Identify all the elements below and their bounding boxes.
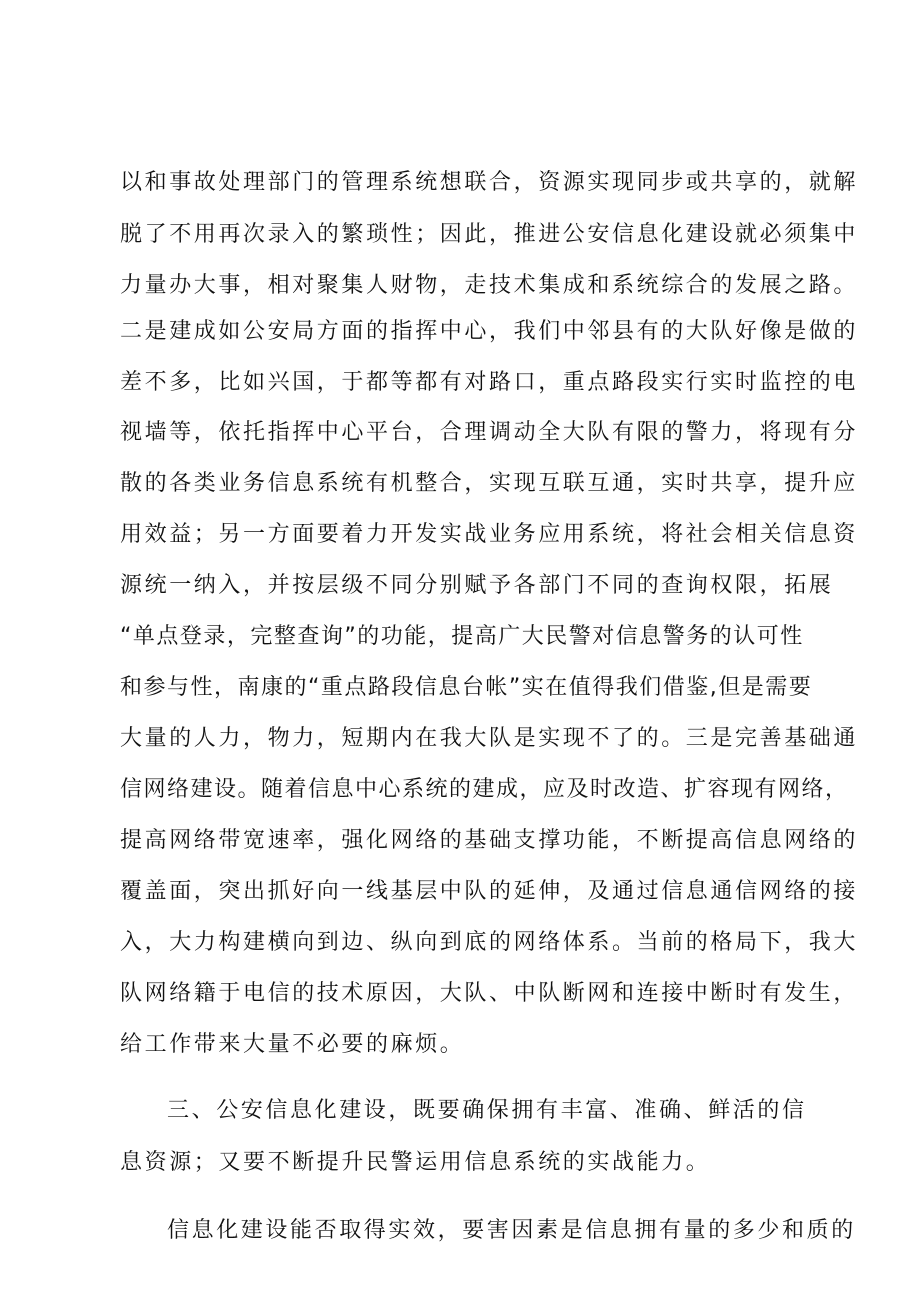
body-text-line: 源统一纳入，并按层级不同分别赋予各部门不同的查询权限，拓展 [120, 573, 834, 598]
section-heading-line: 息资源；又要不断提升民警运用信息系统的实战能力。 [120, 1150, 711, 1175]
body-text-line: 大量的人力，物力，短期内在我大队是实现不了的。三是完善基础通 [120, 726, 859, 751]
section-heading-line: 三、公安信息化建设，既要确保拥有丰富、准确、鲜活的信 [167, 1098, 807, 1123]
body-text-line: 脱了不用再次录入的繁琐性；因此，推进公安信息化建设就必须集中 [120, 222, 859, 247]
body-text-line: 给工作带来大量不必要的麻烦。 [120, 1032, 465, 1057]
body-text-line: 信息化建设能否取得实效，要害因素是信息拥有量的多少和质的 [167, 1218, 856, 1243]
body-text-line: 信网络建设。随着信息中心系统的建成，应及时改造、扩容现有网络， [120, 777, 849, 802]
body-text-line: 覆盖面，突出抓好向一线基层中队的延伸，及通过信息通信网络的接 [120, 879, 859, 904]
body-text-line: 队网络籍于电信的技术原因，大队、中队断网和连接中断时有发生， [120, 981, 859, 1006]
body-text-line: 视墙等，依托指挥中心平台，合理调动全大队有限的警力，将现有分 [120, 420, 859, 445]
body-text-line: 力量办大事，相对聚集人财物，走技术集成和系统综合的发展之路。 [120, 273, 859, 298]
body-text-line: 入，大力构建横向到边、纵向到底的网络体系。当前的格局下，我大 [120, 930, 859, 955]
body-text-line: 用效益；另一方面要着力开发实战业务应用系统，将社会相关信息资 [120, 522, 859, 547]
body-text-line: 和参与性，南康的“重点路段信息台帐”实在值得我们借鉴,但是需要 [120, 675, 813, 700]
body-text-line: 提高网络带宽速率，强化网络的基础支撑功能，不断提高信息网络的 [120, 828, 859, 853]
body-text-line: “单点登录，完整查询”的功能，提高广大民警对信息警务的认可性 [120, 624, 804, 649]
body-text-line: 差不多，比如兴国，于都等都有对路口，重点路段实行实时监控的电 [120, 370, 859, 395]
body-text-line: 以和事故处理部门的管理系统想联合，资源实现同步或共享的，就解 [120, 170, 859, 195]
body-text-line: 二是建成如公安局方面的指挥中心，我们中邻县有的大队好像是做的 [120, 319, 859, 344]
body-text-line: 散的各类业务信息系统有机整合，实现互联互通，实时共享，提升应 [120, 471, 859, 496]
